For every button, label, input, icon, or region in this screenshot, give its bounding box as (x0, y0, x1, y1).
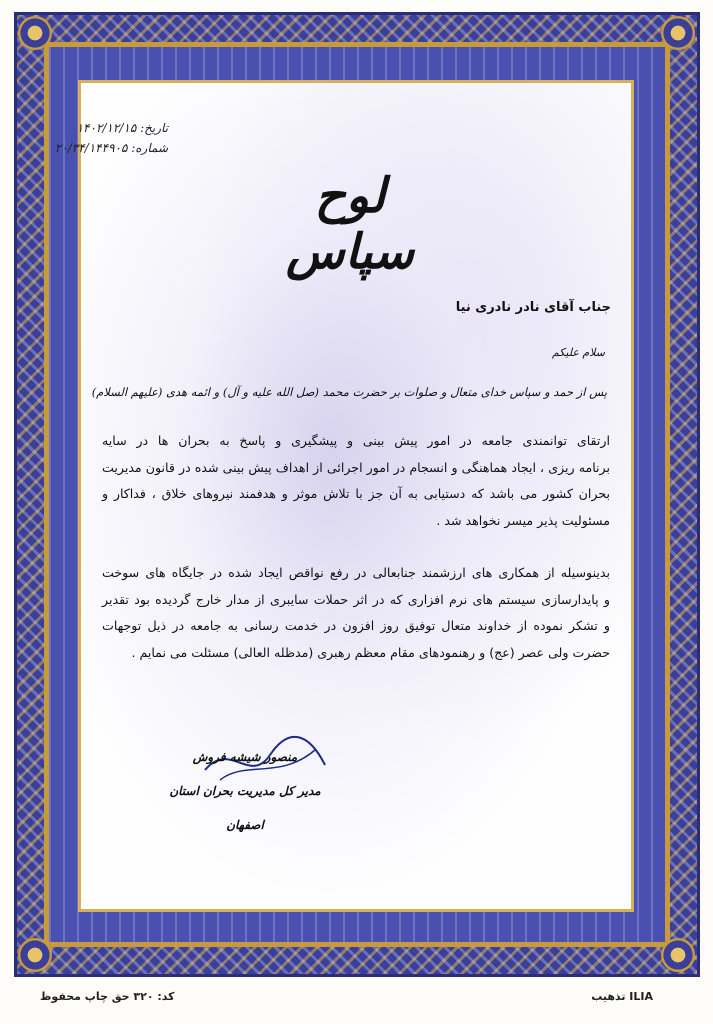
number-line: شماره: ۲۰/۳۴/۱۴۴۹۰۵ (54, 141, 168, 155)
paragraph-line: حضرت ولی عصر (عج) و رهنمودهای مقام معظم رهبری (مدظله العالی) مسئلت می نمایم . (131, 644, 610, 660)
corner-ornament-icon (18, 938, 52, 972)
signer-title: مدیر کل مدیریت بحران استان اصفهان (169, 784, 321, 832)
paragraph-2 (102, 560, 610, 666)
date-number-block (28, 118, 168, 158)
paragraph-line: مسئولیت پذیر میسر نخواهد شد . (436, 512, 610, 528)
recipient-name: جناب آقای نادر نادری نیا (455, 300, 611, 315)
salutation: سلام علیکم (551, 346, 605, 359)
corner-ornament-icon (661, 938, 695, 972)
footer-code: کد: ۳۲۰ حق چاپ محفوظ (40, 990, 175, 1003)
paragraph-line: بدینوسیله از همکاری های ارزشمند جنابعالی در رفع نواقص ایجاد شده در جایگاه های سوخت (102, 565, 610, 580)
paragraph-line: و پایدارسازی سیستم های نرم افزاری که در اثر حملات سایبری از مدار خارج گردیده بود تقدیر (102, 591, 610, 607)
corner-ornament-icon (661, 16, 695, 50)
paragraph-line: ارتقای توانمندی جامعه در امور پیش بینی و پیشگیری و پاسخ به بحران ها در سایه (102, 433, 610, 448)
certificate-title: لوح سپاس (286, 168, 414, 280)
date-line: تاریخ: ۱۴۰۲/۱۲/۱۵ (76, 121, 168, 135)
corner-ornament-icon (18, 16, 52, 50)
praise-line: پس از حمد و سپاس خدای متعال و صلوات بر حضرت محمد (صل الله علیه و آل) و ائمه هدی (علیهم السلام) (91, 385, 607, 399)
paragraph-line: برنامه ریزی ، ایجاد هماهنگی و انسجام در امور اجرائی از اهداف پیش بینی شده در قانون مدیریت (102, 459, 610, 475)
paragraph-line: بحران کشور می باشد که دستیابی به آن جز با تلاش موثر و هدفمند نیروهای خلاق ، فداکار و (102, 486, 610, 501)
footer-brand: ILIA تذهیب (591, 990, 653, 1003)
paragraph-1 (102, 428, 610, 534)
paragraph-line: و تشکر نموده از خداوند متعال توفیق روز افزون در خدمت رسانی به جامعه در ذیل توجهات (102, 618, 610, 633)
signature-block (160, 740, 330, 842)
signer-name: منصور شیشه فروش (192, 750, 298, 764)
